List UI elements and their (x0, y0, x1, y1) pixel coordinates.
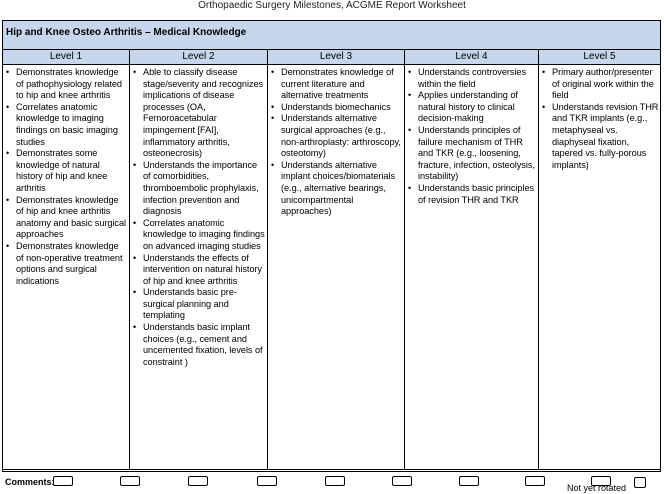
level-1-header: Level 1 (3, 50, 130, 64)
section-title: Hip and Knee Osteo Arthritis – Medical Knowledge (3, 21, 660, 50)
level-2-header: Level 2 (130, 50, 268, 64)
list-item: • Correlates anatomic knowledge to imaging findings on basic imaging studies (6, 102, 128, 148)
list-item: • Demonstrates knowledge of hip and knee arthritis anatomy and basic surgical approaches (6, 195, 128, 241)
milestone-table (2, 20, 661, 472)
list-item: • Demonstrates knowledge of non-operative treatment options and surgical indications (6, 241, 128, 287)
rating-checkbox-row (3, 470, 660, 494)
level-5-list (542, 67, 659, 171)
level-header-row (3, 50, 660, 65)
level-4-header: Level 4 (405, 50, 539, 64)
list-item: • Correlates anatomic knowledge to imaging findings on advanced imaging studies (133, 218, 266, 253)
rating-checkbox-6[interactable] (392, 476, 412, 486)
level-5-column (539, 65, 660, 469)
level-4-list (408, 67, 537, 206)
list-item: • Applies understanding of natural history to clinical decision-making (408, 90, 537, 125)
list-item: • Understands biomechanics (271, 102, 403, 114)
list-item: • Understands basic principles of revision THR and TKR (408, 183, 537, 206)
rating-checkbox-4[interactable] (257, 476, 277, 486)
list-item: • Understands alternative implant choices/biomaterials (e.g., alternative bearings, unicompartmental approaches) (271, 160, 403, 218)
milestone-content-row (3, 65, 660, 470)
list-item: • Understands principles of failure mechanism of THR and TKR (e.g., loosening, fracture, infection, osteolysis, instability) (408, 125, 537, 183)
not-yet-rotated-label: Not yet rotated (567, 483, 627, 493)
level-3-header: Level 3 (268, 50, 405, 64)
not-yet-rotated-checkbox[interactable] (634, 477, 646, 488)
list-item: • Understands the importance of comorbidities, thromboembolic prophylaxis, infection prevention and diagnosis (133, 160, 266, 218)
rating-checkbox-5[interactable] (325, 476, 345, 486)
list-item: • Demonstrates knowledge of current literature and alternative treatments (271, 67, 403, 102)
comments-label: Comments: (5, 477, 55, 487)
list-item: • Understands the effects of intervention on natural history of hip and knee arthritis (133, 253, 266, 288)
list-item: • Understands revision THR and TKR implants (e.g., metaphyseal vs. diaphyseal fixation, tapered vs. fully-porous implants) (542, 102, 659, 172)
level-3-list (271, 67, 403, 218)
list-item: • Understands controversies within the field (408, 67, 537, 90)
document-title: Orthopaedic Surgery Milestones, ACGME Report Worksheet (198, 0, 466, 11)
list-item: • Understands alternative surgical approaches (e.g., non-arthroplasty: arthroscopy, osteotomy) (271, 113, 403, 159)
list-item: • Able to classify disease stage/severity and recognizes implications of disease processes (OA, Femoroacetabular impingement [FAI], inflammatory arthritis, osteonecrosis) (133, 67, 266, 160)
rating-checkbox-3[interactable] (188, 476, 208, 486)
level-2-list (133, 67, 266, 368)
list-item: • Understands basic implant choices (e.g., cement and uncemented fixation, levels of constraint ) (133, 322, 266, 368)
list-item: • Demonstrates some knowledge of natural history of hip and knee arthritis (6, 148, 128, 194)
list-item: • Understands basic pre-surgical planning and templating (133, 287, 266, 322)
level-1-list (6, 67, 128, 287)
level-2-column (130, 65, 268, 469)
rating-checkbox-2[interactable] (120, 476, 140, 486)
list-item: • Primary author/presenter of original work within the field (542, 67, 659, 102)
rating-checkbox-1[interactable] (53, 476, 73, 486)
list-item: • Demonstrates knowledge of pathophysiology related to hip and knee arthritis (6, 67, 128, 102)
level-4-column (405, 65, 539, 469)
rating-checkbox-7[interactable] (459, 476, 479, 486)
level-3-column (268, 65, 405, 469)
level-1-column (3, 65, 130, 469)
rating-checkbox-8[interactable] (525, 476, 545, 486)
level-5-header: Level 5 (583, 51, 616, 62)
